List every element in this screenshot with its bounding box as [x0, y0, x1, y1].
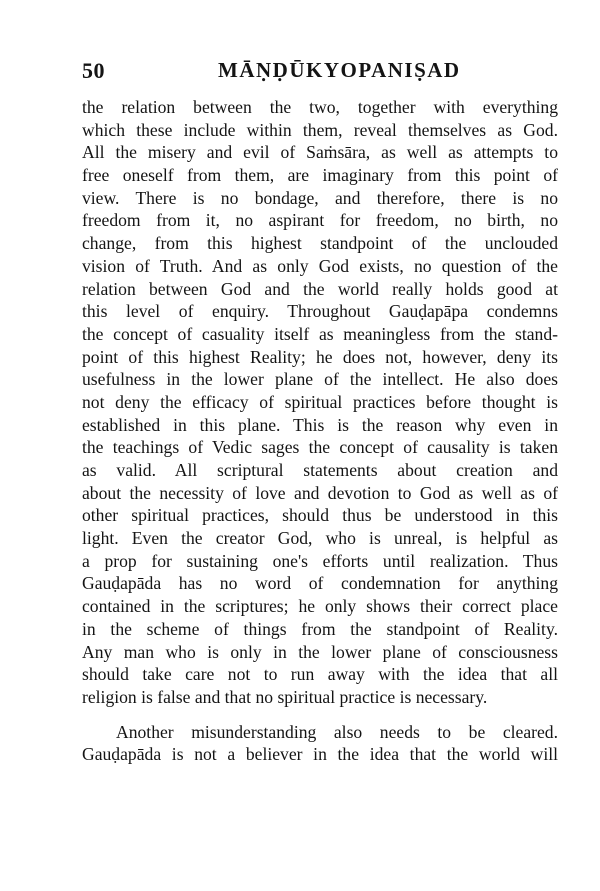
running-title: MĀṆḌŪKYOPANIṢAD [218, 58, 461, 82]
paragraph-2 [82, 721, 558, 766]
text-line: should take care not to run away with the idea that all [82, 664, 558, 685]
text-line: in the scheme of things from the standpoint of Reality. [82, 618, 558, 639]
text-line: point of this highest Reality; he does not, however, deny its [82, 346, 558, 367]
text-line: about the necessity of love and devotion to God as well as of [82, 482, 558, 503]
text-line: Gauḍapāda is not a believer in the idea that the world will [82, 744, 558, 765]
paragraph-1 [82, 96, 558, 709]
text-line: the concept of casuality itself as meaningless from the stand- [82, 323, 558, 344]
text-line: a prop for sustaining one's efforts until realization. Thus [82, 550, 558, 571]
text-line: Any man who is only in the lower plane of consciousness [82, 641, 558, 662]
paragraph-gap [82, 709, 558, 721]
text-line: the teachings of Vedic sages the concept of causality is taken [82, 437, 558, 458]
text-line: this level of enquiry. Throughout Gauḍapāpa condemns [82, 301, 558, 322]
text-line: which these include within them, reveal themselves as God. [82, 119, 558, 140]
body-text [82, 96, 558, 766]
text-line: view. There is no bondage, and therefore, there is no [82, 187, 558, 208]
page-number: 50 [82, 58, 105, 83]
text-line: other spiritual practices, should thus be understood in this [82, 505, 558, 526]
text-line: usefulness in the lower plane of the intellect. He also does [82, 369, 558, 390]
text-line: vision of Truth. And as only God exists, no question of the [82, 255, 558, 276]
text-line: freedom from it, no aspirant for freedom, no birth, no [82, 210, 558, 231]
text-line: not deny the efficacy of spiritual practices before thought is [82, 391, 558, 412]
text-line: light. Even the creator God, who is unreal, is helpful as [82, 528, 558, 549]
text-line: Gauḍapāda has no word of condemnation for anything [82, 573, 558, 594]
text-line: religion is false and that no spiritual practice is necessary. [82, 686, 488, 707]
text-line: All the misery and evil of Saṁsāra, as well as attempts to [82, 142, 558, 163]
text-line: change, from this highest standpoint of the unclouded [82, 233, 558, 254]
text-line: relation between God and the world really holds good at [82, 278, 558, 299]
text-line: the relation between the two, together with everything [82, 97, 558, 117]
running-head [82, 58, 562, 88]
text-line: established in this plane. This is the reason why even in [82, 414, 558, 435]
text-line: contained in the scriptures; he only shows their correct place [82, 596, 558, 617]
text-line: Another misunderstanding also needs to be cleared. [116, 721, 558, 742]
text-line: as valid. All scriptural statements about creation and [82, 460, 558, 480]
text-line: free oneself from them, are imaginary from this point of [82, 165, 558, 186]
